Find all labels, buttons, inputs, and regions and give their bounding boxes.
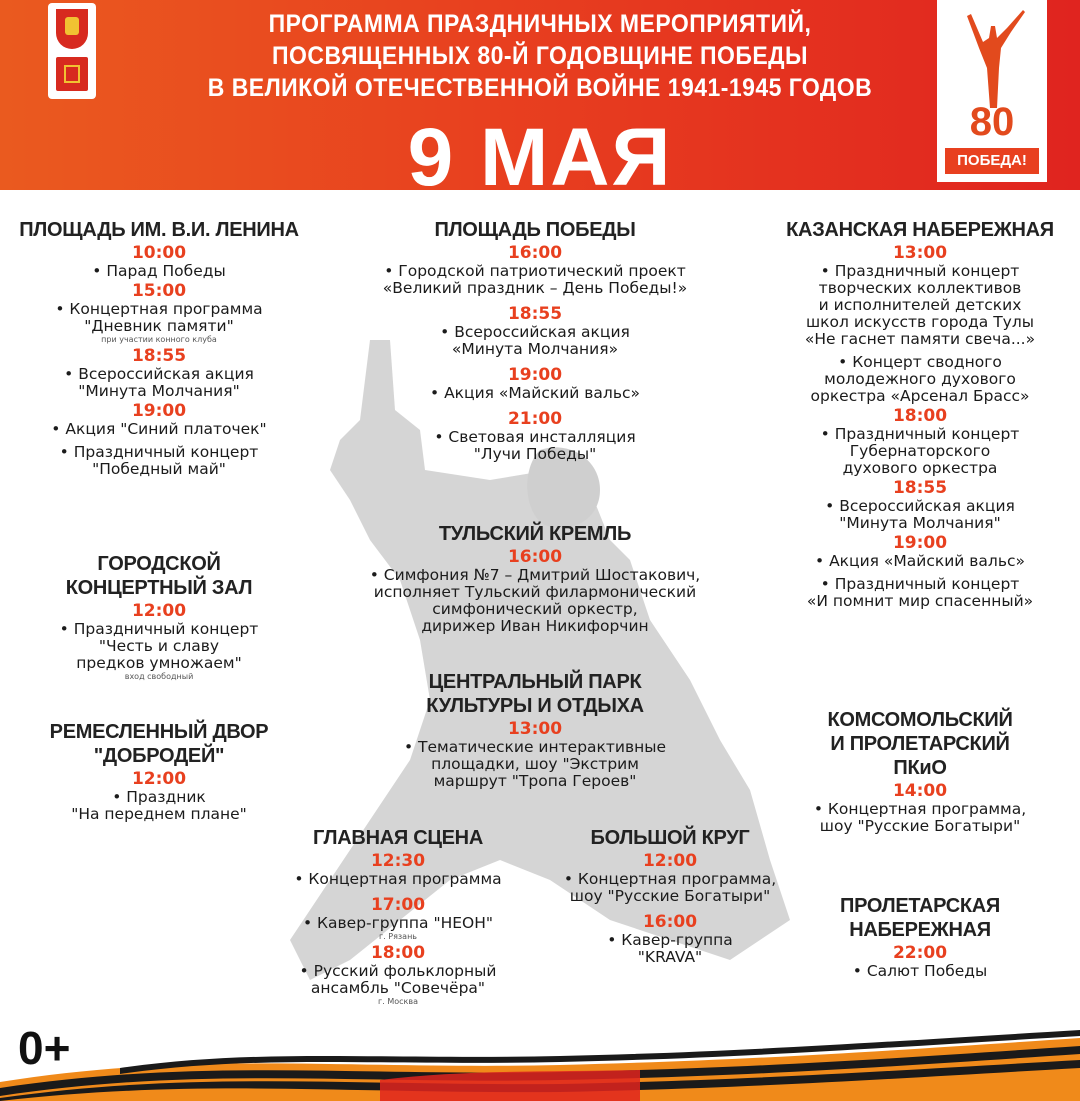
poster-title bbox=[181, 8, 899, 104]
age-rating: 0+ bbox=[18, 1022, 71, 1074]
event-text: • Концертная программа, bbox=[563, 870, 777, 888]
event-text: школ искусств города Тулы bbox=[805, 313, 1034, 331]
event-text: • Концерт сводного bbox=[838, 353, 1002, 371]
event-time: 15:00 bbox=[131, 281, 187, 301]
event-time: 14:00 bbox=[892, 781, 948, 801]
event-text: • Всероссийская акция bbox=[440, 323, 630, 341]
event-text: "Честь и славу bbox=[98, 637, 220, 655]
event-text: ансамбль "Совечёра" bbox=[310, 979, 486, 997]
section-title: БОЛЬШОЙ КРУГ bbox=[590, 827, 750, 849]
event-text: маршрут "Тропа Героев" bbox=[433, 772, 637, 790]
event-text: "Лучи Победы" bbox=[473, 445, 597, 463]
event-text: • Всероссийская акция bbox=[825, 497, 1015, 515]
section-proletarian-embankment bbox=[770, 894, 1070, 980]
section-title: КУЛЬТУРЫ И ОТДЫХА bbox=[426, 695, 644, 717]
event-text: • Симфония №7 – Дмитрий Шостакович, bbox=[369, 566, 701, 584]
section-title: И ПРОЛЕТАРСКИЙ bbox=[830, 733, 1010, 755]
event-text: • Русский фольклорный bbox=[299, 962, 497, 980]
event-text: • Праздничный концерт bbox=[59, 620, 259, 638]
event-text: "Минута Молчания" bbox=[839, 514, 1001, 532]
event-time: 10:00 bbox=[131, 243, 187, 263]
title-line: ПОСВЯЩЕННЫХ 80-Й ГОДОВЩИНЕ ПОБЕДЫ bbox=[272, 42, 808, 70]
event-note: г. Москва bbox=[378, 997, 418, 1006]
event-time: 18:00 bbox=[892, 406, 948, 426]
event-time: 13:00 bbox=[507, 719, 563, 739]
event-time: 16:00 bbox=[507, 243, 563, 263]
event-text: • Концертная программа bbox=[294, 870, 502, 888]
event-time: 16:00 bbox=[642, 912, 698, 932]
event-text: • Акция «Майский вальс» bbox=[815, 552, 1025, 570]
event-text: «Не гаснет памяти свеча...» bbox=[804, 330, 1036, 348]
event-time: 18:55 bbox=[892, 478, 948, 498]
event-time: 21:00 bbox=[507, 409, 563, 429]
event-text: "На переднем плане" bbox=[71, 805, 247, 823]
event-text: • Праздничный концерт bbox=[59, 443, 259, 461]
emblem-label: ПОБЕДА! bbox=[945, 148, 1039, 174]
event-text: • Всероссийская акция bbox=[64, 365, 254, 383]
event-text: • Парад Победы bbox=[92, 262, 226, 280]
section-lenin-square bbox=[10, 218, 308, 478]
section-kazan-embankment bbox=[770, 218, 1070, 610]
event-text: "Минута Молчания" bbox=[78, 382, 240, 400]
event-text: • Кавер-группа "НЕОН" bbox=[302, 914, 494, 932]
section-title: КАЗАНСКАЯ НАБЕРЕЖНАЯ bbox=[786, 219, 1054, 241]
event-text: дирижер Иван Никифорчин bbox=[421, 617, 649, 635]
section-title: КОНЦЕРТНЫЙ ЗАЛ bbox=[65, 577, 253, 599]
event-text: площадки, шоу "Экстрим bbox=[431, 755, 639, 773]
event-text: шоу "Русские Богатыри" bbox=[819, 817, 1021, 835]
section-title: ТУЛЬСКИЙ КРЕМЛЬ bbox=[438, 523, 632, 545]
section-title: НАБЕРЕЖНАЯ bbox=[849, 919, 991, 941]
section-title: ПРОЛЕТАРСКАЯ bbox=[840, 895, 1000, 917]
victory-80-emblem bbox=[937, 0, 1047, 182]
section-main-stage bbox=[258, 826, 538, 1007]
event-text: молодежного духового bbox=[824, 370, 1016, 388]
event-text: предков умножаем" bbox=[76, 654, 242, 672]
event-text: исполняет Тульский филармонический bbox=[373, 583, 697, 601]
event-text: • Акция "Синий платочек" bbox=[51, 420, 267, 438]
event-time: 19:00 bbox=[892, 533, 948, 553]
event-time: 19:00 bbox=[507, 365, 563, 385]
section-title: ГЛАВНАЯ СЦЕНА bbox=[313, 827, 483, 849]
event-time: 18:55 bbox=[507, 304, 563, 324]
event-time: 12:00 bbox=[642, 851, 698, 871]
section-title: ЦЕНТРАЛЬНЫЙ ПАРК bbox=[428, 671, 642, 693]
event-text: «И помнит мир спасенный» bbox=[806, 592, 1034, 610]
section-victory-square bbox=[320, 218, 750, 463]
event-text: шоу "Русские Богатыри" bbox=[569, 887, 771, 905]
event-time: 18:55 bbox=[131, 346, 187, 366]
section-concert-hall bbox=[10, 552, 308, 682]
event-text: • Городской патриотический проект bbox=[384, 262, 686, 280]
event-time: 18:00 bbox=[370, 943, 426, 963]
section-title: ПЛОЩАДЬ ИМ. В.И. ЛЕНИНА bbox=[19, 219, 299, 241]
event-text: «Минута Молчания» bbox=[451, 340, 619, 358]
section-title: РЕМЕСЛЕННЫЙ ДВОР bbox=[49, 721, 269, 743]
event-note: вход свободный bbox=[124, 672, 194, 681]
section-title: ПКиО bbox=[893, 757, 947, 779]
event-time: 13:00 bbox=[892, 243, 948, 263]
event-text: • Праздник bbox=[112, 788, 206, 806]
event-text: • Праздничный концерт bbox=[820, 575, 1020, 593]
event-time: 12:00 bbox=[131, 601, 187, 621]
event-text: • Кавер-группа bbox=[607, 931, 733, 949]
event-text: оркестра «Арсенал Брасс» bbox=[810, 387, 1030, 405]
section-big-circle bbox=[530, 826, 810, 966]
event-text: духового оркестра bbox=[842, 459, 998, 477]
event-time: 19:00 bbox=[131, 401, 187, 421]
section-komsomol-park bbox=[770, 708, 1070, 835]
header-banner bbox=[0, 0, 1080, 203]
emblem-number: 80 bbox=[969, 100, 1015, 144]
event-text: и исполнителей детских bbox=[818, 296, 1022, 314]
event-date: 9 МАЯ bbox=[407, 112, 673, 203]
event-text: симфонический оркестр, bbox=[432, 600, 638, 618]
event-time: 12:30 bbox=[370, 851, 426, 871]
section-dobrodey bbox=[10, 720, 308, 823]
title-line: В ВЕЛИКОЙ ОТЕЧЕСТВЕННОЙ ВОЙНЕ 1941-1945 ГОДОВ bbox=[207, 74, 873, 102]
event-text: "Дневник памяти" bbox=[84, 317, 234, 335]
motherland-statue-icon bbox=[957, 8, 1027, 108]
event-text: • Праздничный концерт bbox=[820, 425, 1020, 443]
section-tula-kremlin bbox=[320, 522, 750, 635]
event-text: • Световая инсталляция bbox=[434, 428, 636, 446]
event-text: Губернаторского bbox=[849, 442, 991, 460]
event-text: • Концертная программа, bbox=[813, 800, 1027, 818]
event-text: • Акция «Майский вальс» bbox=[430, 384, 640, 402]
event-text: "KRAVA" bbox=[637, 948, 703, 966]
section-central-park bbox=[320, 670, 750, 790]
city-crest-icon bbox=[48, 3, 96, 99]
st-george-ribbon-icon bbox=[0, 1020, 1080, 1101]
event-text: творческих коллективов bbox=[818, 279, 1022, 297]
section-title: "ДОБРОДЕЙ" bbox=[93, 745, 225, 767]
section-title: КОМСОМОЛЬСКИЙ bbox=[827, 709, 1013, 731]
event-note: при участии конного клуба bbox=[101, 335, 217, 344]
event-text: "Победный май" bbox=[92, 460, 226, 478]
event-note: г. Рязань bbox=[378, 932, 418, 941]
event-text: • Тематические интерактивные bbox=[403, 738, 667, 756]
section-title: ГОРОДСКОЙ bbox=[97, 553, 221, 575]
event-time: 22:00 bbox=[892, 943, 948, 963]
title-line: ПРОГРАММА ПРАЗДНИЧНЫХ МЕРОПРИЯТИЙ, bbox=[268, 10, 812, 38]
event-text: • Концертная программа bbox=[55, 300, 263, 318]
event-text: • Салют Победы bbox=[852, 962, 988, 980]
section-title: ПЛОЩАДЬ ПОБЕДЫ bbox=[434, 219, 636, 241]
event-text: «Великий праздник – День Победы!» bbox=[382, 279, 688, 297]
event-time: 17:00 bbox=[370, 895, 426, 915]
event-time: 12:00 bbox=[131, 769, 187, 789]
event-time: 16:00 bbox=[507, 547, 563, 567]
event-text: • Праздничный концерт bbox=[820, 262, 1020, 280]
